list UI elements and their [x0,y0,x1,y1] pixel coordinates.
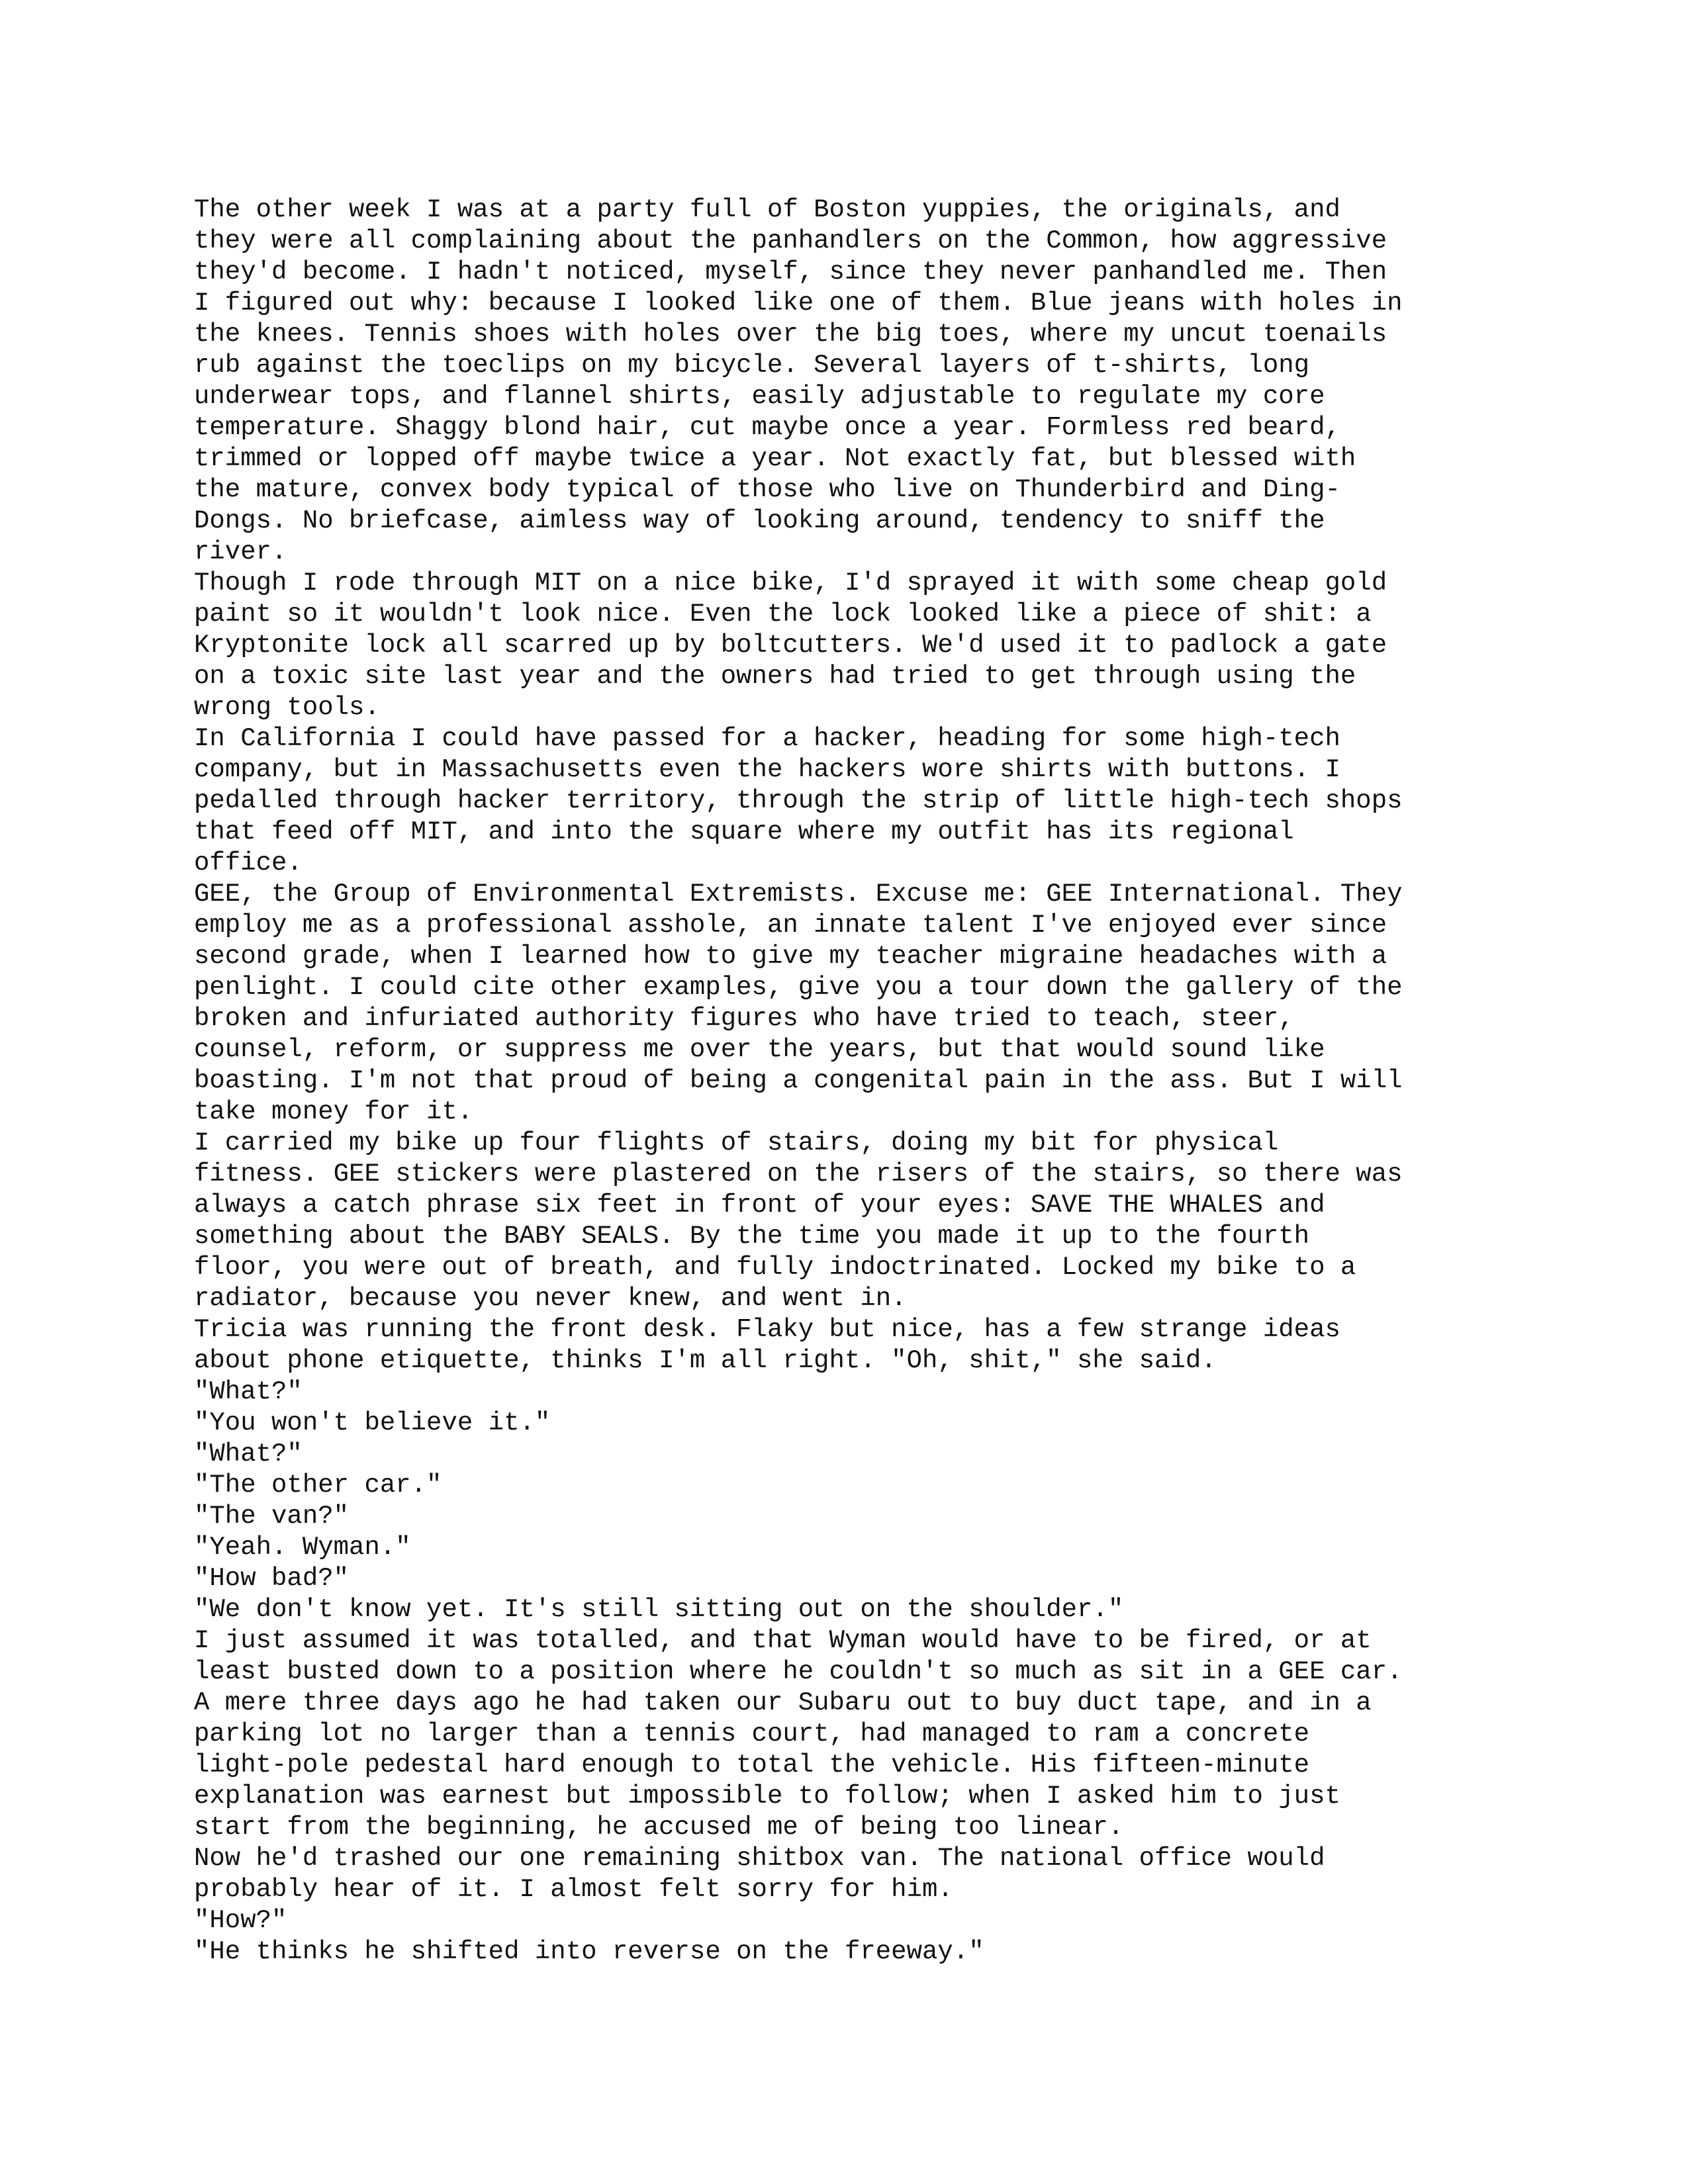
text-line: penlight. I could cite other examples, give you a tour down the gallery of the [194,973,1403,1002]
text-line: pedalled through hacker territory, through the strip of little high-tech shops [194,786,1403,815]
text-line: I carried my bike up four flights of stairs, doing my bit for physical [194,1128,1279,1158]
text-line: parking lot no larger than a tennis court, had managed to ram a concrete [194,1719,1310,1749]
body-text [194,195,1518,1968]
text-line: I figured out why: because I looked like one of them. Blue jeans with holes in [194,289,1403,318]
text-line: Kryptonite lock all scarred up by boltcutters. We'd used it to padlock a gate [194,631,1387,660]
text-line: Though I rode through MIT on a nice bike, I'd sprayed it with some cheap gold [194,569,1387,598]
text-line: that feed off MIT, and into the square where my outfit has its regional [194,817,1294,846]
text-line: Dongs. No briefcase, aimless way of looking around, tendency to sniff the [194,506,1325,535]
text-line: the mature, convex body typical of those who live on Thunderbird and Ding- [194,475,1340,504]
text-line: GEE, the Group of Environmental Extremists. Excuse me: GEE International. They [194,880,1403,909]
text-line: take money for it. [194,1097,473,1126]
text-line: "He thinks he shifted into reverse on the freeway." [194,1937,984,1966]
text-line: Tricia was running the front desk. Flaky but nice, has a few strange ideas [194,1315,1340,1344]
text-line: The other week I was at a party full of Boston yuppies, the originals, and [194,195,1340,224]
text-line: wrong tools. [194,693,380,722]
text-line: "What?" [194,1439,303,1469]
text-line: "What?" [194,1377,303,1406]
text-line: least busted down to a position where he couldn't so much as sit in a GEE car. [194,1657,1403,1686]
text-line: they'd become. I hadn't noticed, myself, since they never panhandled me. Then [194,257,1387,287]
text-line: "You won't believe it." [194,1408,551,1437]
text-line: radiator, because you never knew, and went in. [194,1284,907,1313]
text-line: "We don't know yet. It's still sitting out on the shoulder." [194,1595,1124,1624]
text-line: underwear tops, and flannel shirts, easily adjustable to regulate my core [194,382,1325,411]
text-line: "Yeah. Wyman." [194,1533,411,1562]
text-line: fitness. GEE stickers were plastered on the risers of the stairs, so there was [194,1160,1403,1189]
text-line: start from the beginning, he accused me of being too linear. [194,1813,1124,1842]
text-line: rub against the toeclips on my bicycle. Several layers of t-shirts, long [194,351,1310,380]
text-line: I just assumed it was totalled, and that Wyman would have to be fired, or at [194,1626,1372,1655]
text-line: "How bad?" [194,1564,350,1593]
text-line: explanation was earnest but impossible to follow; when I asked him to just [194,1782,1340,1811]
text-line: river. [194,537,287,567]
text-line: paint so it wouldn't look nice. Even the lock looked like a piece of shit: a [194,600,1372,629]
text-line: A mere three days ago he had taken our Subaru out to buy duct tape, and in a [194,1688,1372,1717]
text-line: light-pole pedestal hard enough to total the vehicle. His fifteen-minute [194,1751,1310,1780]
text-line: about phone etiquette, thinks I'm all right. "Oh, shit," she said. [194,1346,1217,1375]
text-line: on a toxic site last year and the owners had tried to get through using the [194,662,1356,691]
text-line: counsel, reform, or suppress me over the years, but that would sound like [194,1035,1325,1064]
text-line: Now he'd trashed our one remaining shitbox van. The national office would [194,1844,1325,1873]
text-line: "The van?" [194,1502,350,1531]
text-line: "The other car." [194,1471,442,1500]
text-line: second grade, when I learned how to give my teacher migraine headaches with a [194,942,1387,971]
text-line: floor, you were out of breath, and fully indoctrinated. Locked my bike to a [194,1253,1356,1282]
text-line: trimmed or lopped off maybe twice a year. Not exactly fat, but blessed with [194,444,1356,473]
text-line: probably hear of it. I almost felt sorry for him. [194,1875,953,1904]
text-line: always a catch phrase six feet in front of your eyes: SAVE THE WHALES and [194,1191,1325,1220]
text-line: "How?" [194,1906,287,1935]
text-line: they were all complaining about the panhandlers on the Common, how aggressive [194,226,1387,255]
text-line: office. [194,848,303,878]
text-line: the knees. Tennis shoes with holes over the big toes, where my uncut toenails [194,320,1387,349]
text-line: company, but in Massachusetts even the hackers wore shirts with buttons. I [194,755,1340,784]
text-line: boasting. I'm not that proud of being a congenital pain in the ass. But I will [194,1066,1403,1095]
text-line: In California I could have passed for a hacker, heading for some high-tech [194,724,1340,753]
text-line: employ me as a professional asshole, an innate talent I've enjoyed ever since [194,911,1387,940]
text-line: broken and infuriated authority figures who have tried to teach, steer, [194,1004,1294,1033]
text-line: temperature. Shaggy blond hair, cut maybe once a year. Formless red beard, [194,413,1340,442]
text-line: something about the BABY SEALS. By the time you made it up to the fourth [194,1222,1310,1251]
